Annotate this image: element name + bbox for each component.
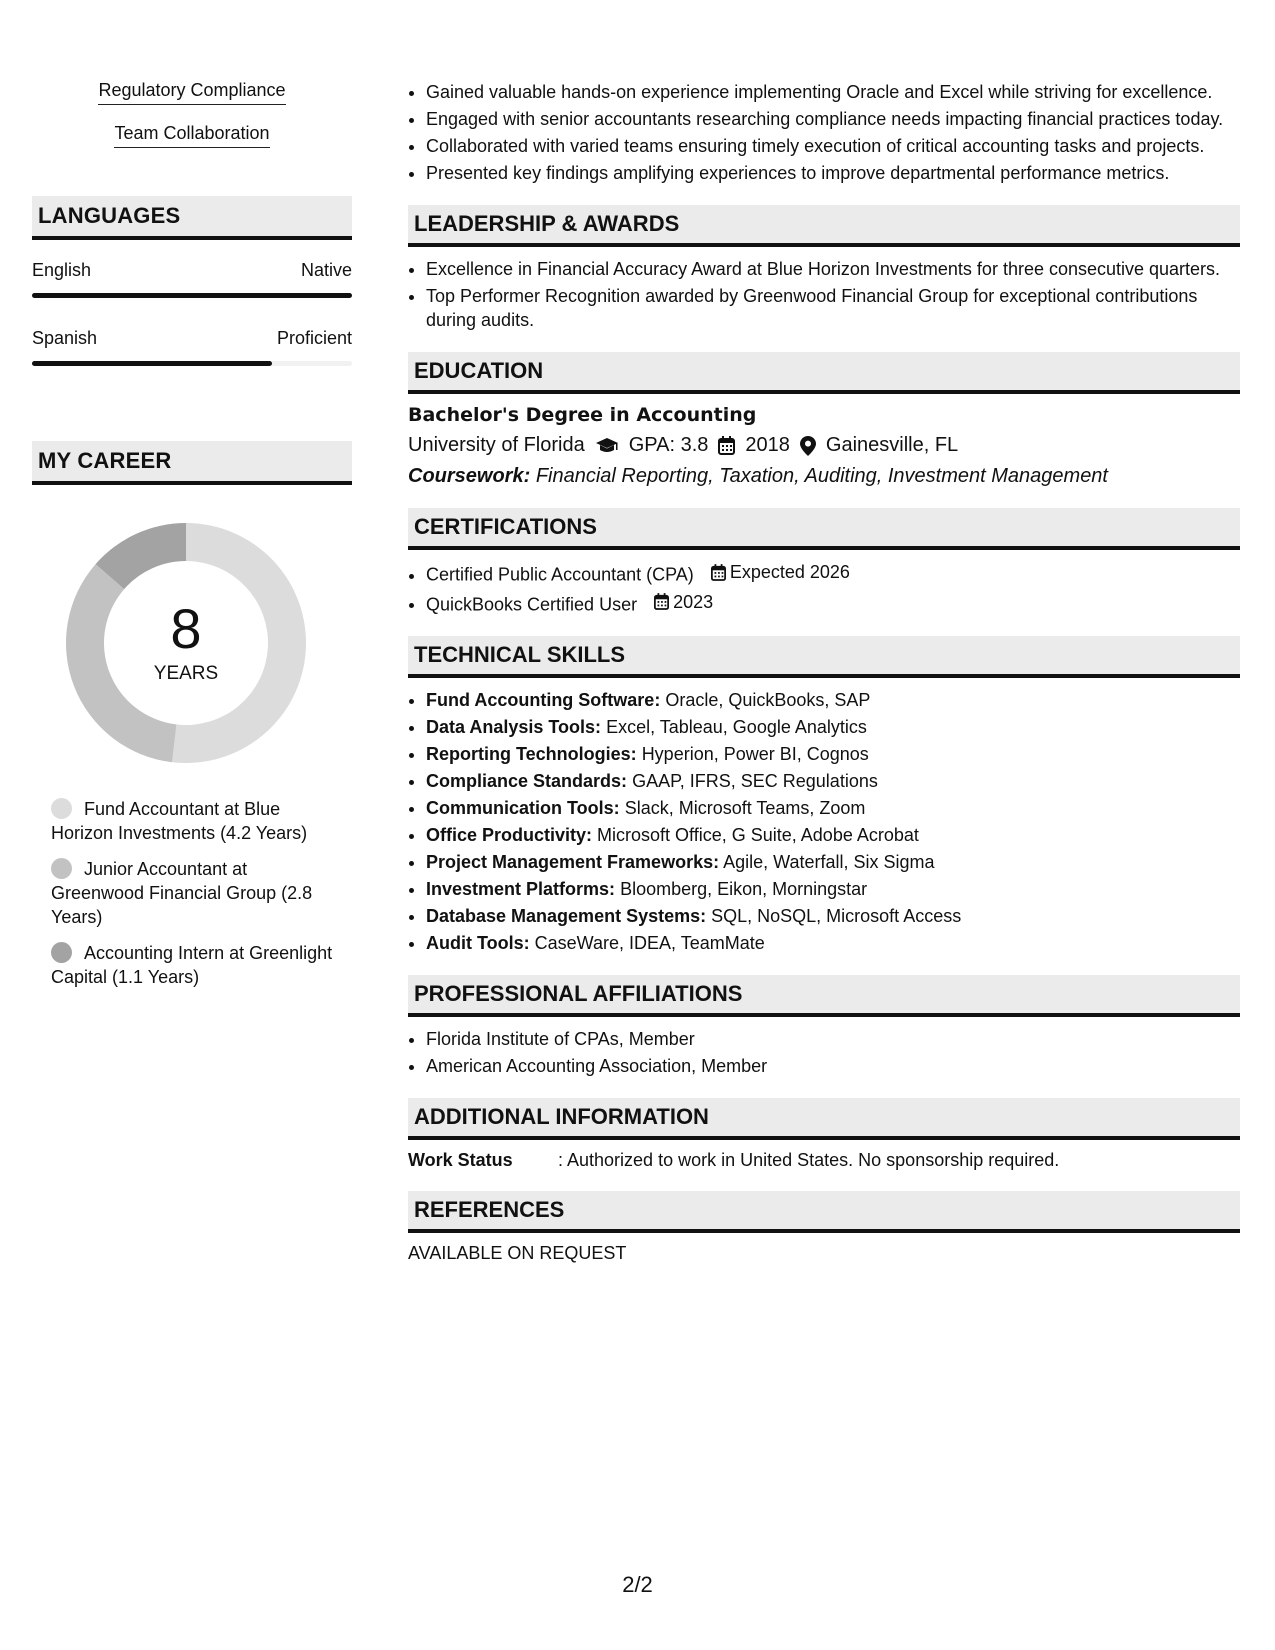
calendar-icon [711, 564, 726, 581]
certifications-heading: CERTIFICATIONS [408, 508, 1240, 550]
skill-category: Fund Accounting Software: [426, 690, 661, 710]
list-item: • Collaborated with varied teams ensuring timely execution of critical accounting tasks and projects. [426, 134, 1240, 158]
school-name: University of Florida [408, 434, 585, 456]
skill-values: Excel, Tableau, Google Analytics [606, 717, 867, 737]
career-legend [51, 797, 341, 989]
skill-values: Agile, Waterfall, Six Sigma [723, 852, 935, 872]
legend-dot [51, 798, 72, 819]
work-status-label: Work Status [408, 1150, 513, 1170]
list-item: • American Accounting Association, Member [426, 1054, 1240, 1078]
calendar-icon [718, 436, 735, 455]
calendar-icon [654, 593, 669, 610]
language-bar-fill [32, 361, 272, 366]
skill-category: Office Productivity: [426, 825, 593, 845]
legend-dot [51, 942, 72, 963]
graduation-year: 2018 [745, 434, 790, 456]
certification-name: Certified Public Accountant (CPA) [426, 564, 694, 585]
skill-category: Reporting Technologies: [426, 744, 637, 764]
skill-values: CaseWare, IDEA, TeamMate [534, 933, 765, 953]
technical-skills-list [408, 688, 1240, 955]
certification-name: QuickBooks Certified User [426, 594, 638, 614]
list-item [426, 590, 1240, 617]
skill-values: GAAP, IFRS, SEC Regulations [632, 771, 878, 791]
left-column [32, 80, 352, 1001]
language-level: Proficient [276, 328, 352, 348]
degree-title: Bachelor's Degree in Accounting [408, 404, 757, 426]
career-donut-chart [66, 523, 306, 763]
list-item [426, 715, 1240, 739]
skill-values: SQL, NoSQL, Microsoft Access [711, 906, 962, 926]
language-bar [32, 361, 352, 366]
skill-category: Database Management Systems: [426, 906, 707, 926]
list-item: • Presented key findings amplifying experiences to improve departmental performance metrics. [426, 161, 1240, 185]
skill-values: Bloomberg, Eikon, Morningstar [620, 879, 868, 899]
list-item: • Florida Institute of CPAs, Member [426, 1027, 1240, 1051]
legend-label: Accounting Intern at Greenlight Capital (1.1 Years) [51, 943, 333, 987]
list-item [426, 904, 1240, 928]
coursework [408, 465, 1240, 488]
school-location: Gainesville, FL [825, 434, 959, 456]
work-status-value: : Authorized to work in United States. No sponsorship required. [558, 1150, 1060, 1170]
education-heading: EDUCATION [408, 352, 1240, 394]
skill-tag: Regulatory Compliance [98, 80, 285, 105]
list-item [426, 688, 1240, 712]
education-details [408, 434, 1240, 457]
additional-info-heading: ADDITIONAL INFORMATION [408, 1098, 1240, 1140]
language-bar [32, 293, 352, 298]
legend-dot [51, 858, 72, 879]
language-spanish [32, 328, 352, 366]
language-name: Spanish [32, 328, 98, 348]
skill-tags [32, 80, 352, 148]
skill-category: Investment Platforms: [426, 879, 616, 899]
certification-date: 2023 [673, 591, 714, 612]
language-english [32, 260, 352, 298]
skill-category: Audit Tools: [426, 933, 530, 953]
affiliations-list [408, 1027, 1240, 1078]
work-status-row [408, 1150, 1240, 1171]
list-item: • Top Performer Recognition awarded by Greenwood Financial Group for exceptional contributions during audits. [426, 284, 1240, 332]
references-heading: REFERENCES [408, 1191, 1240, 1233]
list-item [426, 742, 1240, 766]
list-item [426, 931, 1240, 955]
certifications-list [408, 560, 1240, 616]
experience-bullets [408, 80, 1240, 185]
language-level: Native [300, 260, 352, 280]
gpa: GPA: 3.8 [628, 434, 709, 456]
skill-tag: Team Collaboration [114, 123, 269, 148]
skill-values: Microsoft Office, G Suite, Adobe Acrobat [597, 825, 919, 845]
career-legend-item [51, 797, 341, 845]
skill-category: Data Analysis Tools: [426, 717, 602, 737]
list-item [426, 877, 1240, 901]
list-item [426, 850, 1240, 874]
list-item: • Gained valuable hands-on experience implementing Oracle and Excel while striving for excellence. [426, 80, 1240, 104]
list-item [426, 560, 1240, 587]
list-item [426, 823, 1240, 847]
skill-category: Compliance Standards: [426, 771, 628, 791]
skill-category: Project Management Frameworks: [426, 852, 720, 872]
certification-date: Expected 2026 [729, 562, 850, 582]
career-total-years: 8 [170, 597, 202, 660]
language-bar-fill [32, 293, 352, 298]
career-legend-item [51, 941, 341, 989]
career-total-unit: YEARS [153, 663, 219, 684]
skill-category: Communication Tools: [426, 798, 620, 818]
skill-values: Slack, Microsoft Teams, Zoom [624, 798, 866, 818]
references-text: AVAILABLE ON REQUEST [408, 1243, 627, 1263]
career-heading: MY CAREER [32, 441, 352, 485]
donut-center [66, 523, 306, 763]
legend-label: Fund Accountant at Blue Horizon Investments (4.2 Years) [51, 799, 308, 843]
awards-list [408, 257, 1240, 332]
list-item [426, 796, 1240, 820]
awards-heading: LEADERSHIP & AWARDS [408, 205, 1240, 247]
list-item: • Engaged with senior accountants researching compliance needs impacting financial practices today. [426, 107, 1240, 131]
technical-skills-heading: TECHNICAL SKILLS [408, 636, 1240, 678]
languages-heading: LANGUAGES [32, 196, 352, 240]
right-column [408, 80, 1240, 1264]
affiliations-heading: PROFESSIONAL AFFILIATIONS [408, 975, 1240, 1017]
career-legend-item [51, 857, 341, 929]
list-item: • Excellence in Financial Accuracy Award at Blue Horizon Investments for three consecutive quarters. [426, 257, 1240, 281]
list-item [426, 769, 1240, 793]
language-name: English [32, 260, 92, 280]
coursework-label: Coursework: [408, 465, 531, 487]
coursework-list: Financial Reporting, Taxation, Auditing, Investment Management [535, 465, 1108, 487]
graduation-cap-icon [595, 437, 619, 455]
location-pin-icon [800, 436, 816, 456]
legend-label: Junior Accountant at Greenwood Financial Group (2.8 Years) [51, 859, 313, 927]
skill-values: Oracle, QuickBooks, SAP [665, 690, 871, 710]
skill-values: Hyperion, Power BI, Cognos [641, 744, 869, 764]
page-number: 2/2 [622, 1572, 653, 1597]
